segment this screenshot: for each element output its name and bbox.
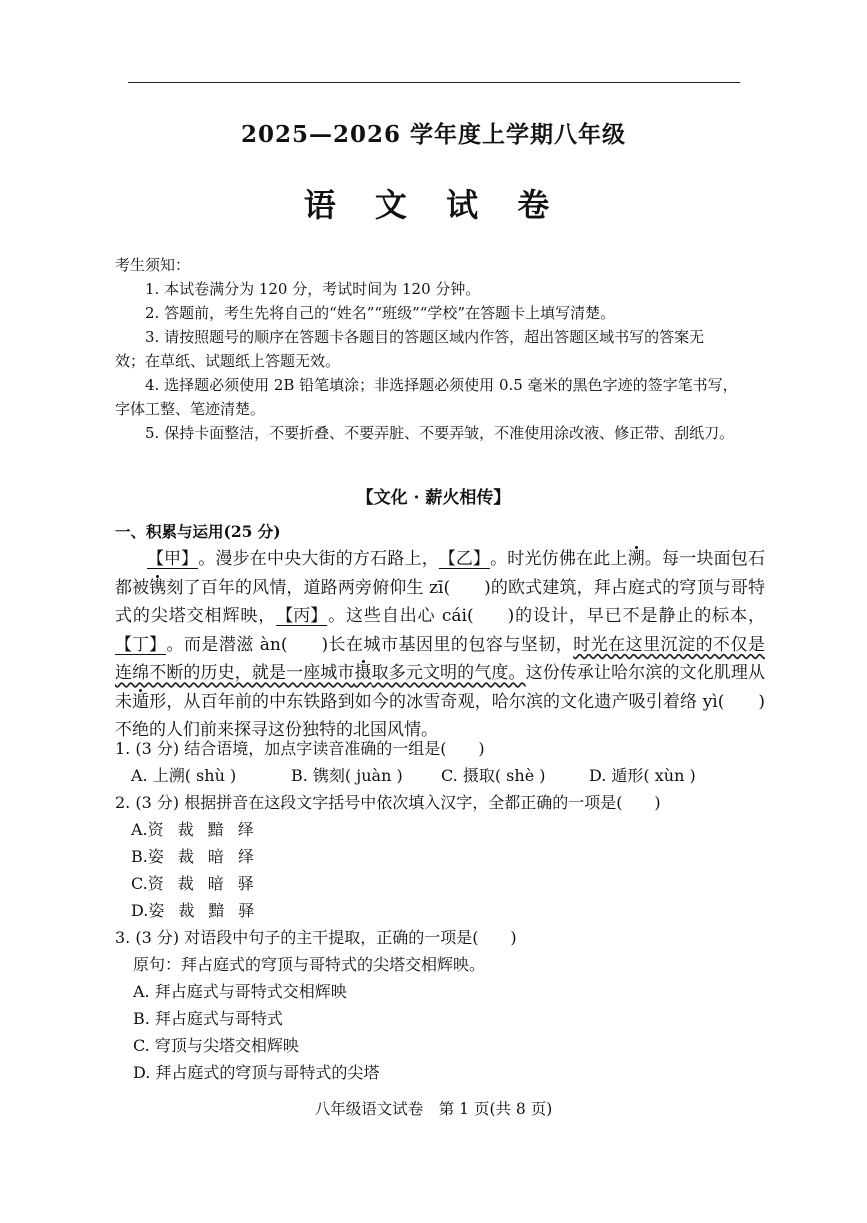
option-d: D.姿 裁 黯 驿 (131, 901, 255, 920)
page-footer: 八年级语文试卷 第 1 页(共 8 页) (314, 1100, 553, 1118)
passage-text: 。时光仿佛在此上 (489, 549, 628, 569)
notice-item: 1. 本试卷满分为 120 分，考试时间为 120 分钟。 (145, 280, 481, 298)
option-d: D. 拜占庭式的穹顶与哥特式的尖塔 (133, 1063, 380, 1082)
option-b: B.姿 裁 暗 绎 (131, 847, 254, 866)
question-1 (115, 735, 775, 789)
dotted-char: 镌 (149, 577, 167, 598)
reading-passage (115, 545, 765, 745)
wavy-text: 时光在这里沉淀的不仅是连绵不断的历史，就是一座城市 (115, 634, 765, 683)
original-sentence: 原句：拜占庭式的穹顶与哥特式的尖塔交相辉映。 (133, 955, 486, 974)
passage-text: )长在城市基因里的包容与坚韧， (321, 634, 574, 655)
dotted-char: 溯 (627, 549, 645, 569)
blank-ding: 【丁】 (115, 634, 166, 655)
passage-text: )不绝的人们前来探寻这份独特的北国风情。 (115, 691, 766, 740)
notice-item: 3. 请按照题号的顺序在答题卡各题目的答题区域内作答，超出答题区域书写的答案无 (145, 328, 705, 346)
passage-text: 。这些自出心 cái( (327, 606, 474, 626)
top-rule (128, 82, 740, 83)
passage-text: 。而是潜滋 àn( (166, 634, 288, 655)
notice-item: 4. 选择题必须使用 2B 铅笔填涂；非选择题必须使用 0.5 毫米的黑色字迹的签字笔书写， (145, 376, 738, 394)
question-stem: 3. (3 分) 对语段中句子的主干提取，正确的一项是( ) (115, 928, 517, 947)
passage-text: 。每一块面包石都被 (115, 549, 766, 598)
notice-item: 2. 答题前，考生先将自己的“姓名”“班级”“学校”在答题卡上填写清楚。 (145, 304, 616, 322)
question-stem: 1. (3 分) 结合语境，加点字读音准确的一组是( ) (115, 739, 485, 758)
question-stem: 2. (3 分) 根据拼音在这段文字括号中依次填入汉字，全都正确的一项是( ) (115, 793, 661, 812)
notice-heading: 考生须知： (115, 256, 191, 274)
passage-text: 这份传承让哈尔滨的文化肌理从未 (115, 663, 766, 712)
blank-jia: 【甲】 (147, 549, 198, 569)
options-row (115, 762, 775, 789)
question-3 (115, 924, 775, 1086)
passage-text: 刻了百年的风情，道路两旁俯仰生 zī( (166, 577, 451, 598)
option-a: A.资 裁 黯 绎 (131, 820, 254, 839)
dotted-char: 摄 (354, 663, 372, 683)
passage-text: 形，从百年前的中东铁路到如今的冰雪奇观，哈尔滨的文化遗产吸引着络 yì( (149, 691, 725, 712)
passage-text: )的欧式建筑，拜占庭式的穹顶与哥特式的尖塔交相辉映， (115, 577, 765, 626)
option-c: C. 穹顶与尖塔交相辉映 (133, 1036, 299, 1055)
dotted-char: 遁 (132, 691, 150, 712)
blank-yi: 【乙】 (438, 549, 490, 569)
option-b: B. 拜占庭式与哥特式 (133, 1009, 283, 1028)
section-title: 【文化 · 薪火相传】 (356, 488, 511, 508)
notice-item: 5. 保持卡面整洁，不要折叠、不要弄脏、不要弄皱，不准使用涂改液、修正带、刮纸刀。 (145, 424, 735, 442)
question-2 (115, 789, 775, 924)
wavy-text: 取多元文明的气度。 (371, 663, 526, 683)
option-b: B. 镌刻( juàn ) (291, 766, 403, 785)
part-heading: 一、积累与运用(25 分) (115, 522, 281, 541)
notice-item: 效；在草纸、试题纸上答题无效。 (115, 352, 341, 370)
option-c: C. 摄取( shè ) (441, 766, 546, 785)
blank-bing: 【丙】 (276, 606, 328, 626)
notice-item: 字体工整、笔迹清楚。 (115, 400, 266, 418)
passage-text: 。漫步在中央大街的方石路上， (198, 549, 439, 569)
option-d: D. 遁形( xùn ) (589, 766, 696, 785)
option-a: A. 拜占庭式与哥特式交相辉映 (133, 982, 347, 1001)
option-c: C.资 裁 暗 驿 (131, 874, 254, 893)
exam-title: 语 文 试 卷 (303, 186, 564, 224)
candidate-notice (115, 253, 755, 445)
exam-subtitle: 2025—2026 学年度上学期八年级 (240, 121, 627, 148)
option-a: A. 上溯( shù ) (131, 766, 237, 785)
passage-text: )的设计，早已不是静止的标本， (507, 606, 766, 626)
